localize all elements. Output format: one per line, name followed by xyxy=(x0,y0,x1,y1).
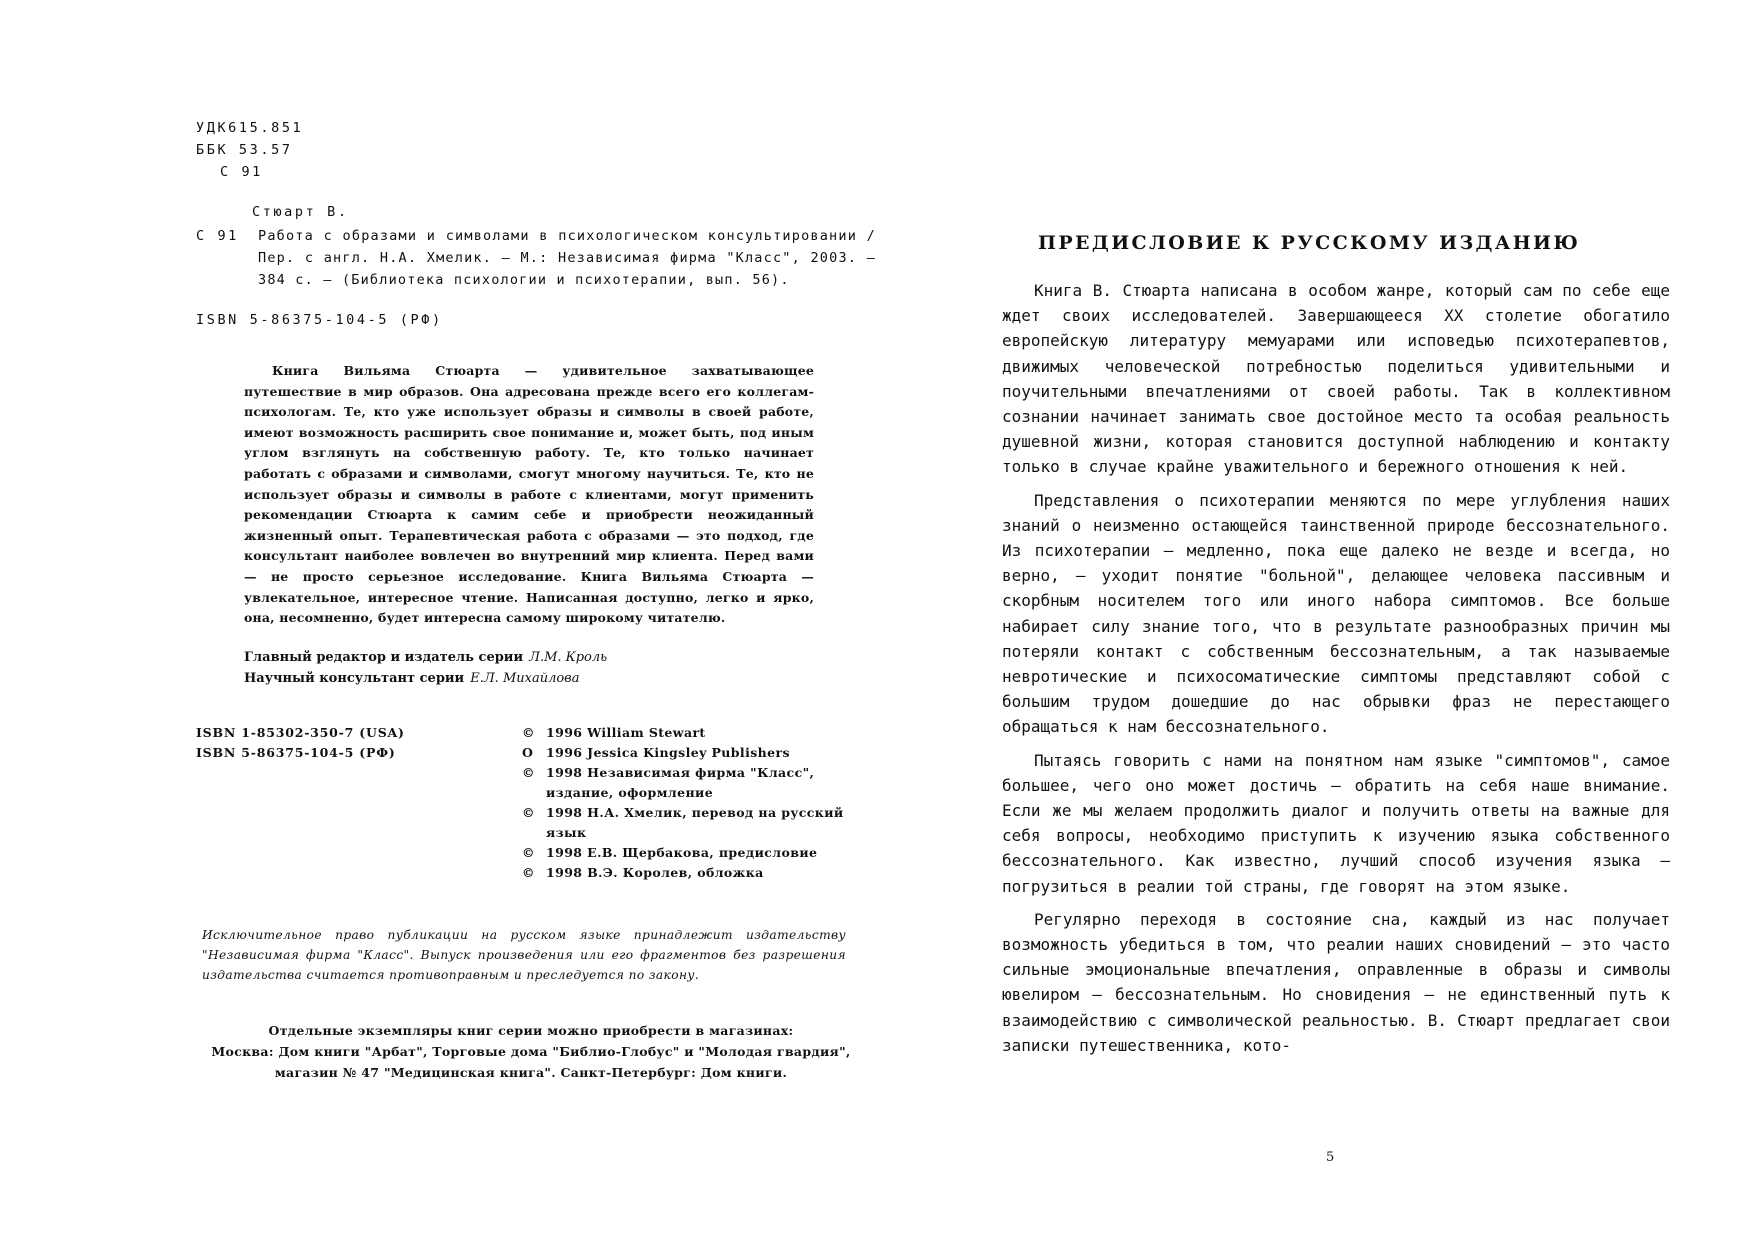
preface-paragraph: Пытаясь говорить с нами на понятном нам языке "симптомов", самое большее, чего оно может достичь — обратить на себя наше внимание. Если же мы желаем продолжить диалог и получить ответы на важные для себя вопросы, необходимо приступить к изучению языка собственного бессознательного. Как известно, лучший способ изучения языка — погрузиться в реалии той страны, где говорят на этом языке. xyxy=(1002,750,1670,896)
bibliographic-record xyxy=(196,201,876,291)
copyright-text: 1998 Е.В. Щербакова, предисловие xyxy=(546,844,818,860)
bbk-code: ББК 53.57 xyxy=(196,142,293,158)
isbn-item: ISBN 1-85302-350-7 (USA) xyxy=(196,724,405,740)
where-to-buy-heading: Отдельные экземпляры книг серии можно приобрести в магазинах: xyxy=(268,1023,794,1039)
page-number: 5 xyxy=(1326,1150,1335,1165)
bib-author-mark: С 91 xyxy=(196,228,239,244)
copyright-symbol: О xyxy=(522,744,534,760)
copyright-item xyxy=(522,803,852,843)
rights-notice xyxy=(196,925,846,986)
where-to-buy xyxy=(196,1021,866,1083)
copyright-text: 1998 В.Э. Королев, обложка xyxy=(546,864,764,880)
isbn-main: ISBN 5-86375-104-5 (РФ) xyxy=(196,312,443,328)
copyright-item xyxy=(522,843,852,863)
preface-paragraph: Регулярно переходя в состояние сна, каждый из нас получает возможность убедиться в том, что реалии наших сновидений — это часто сильные эмоциональные впечатления, оправленные в образы и символы ювелиром — бессознательным. Но сновидения — не единственный путь к взаимодействию с символической реальностью. В. Стюарт предлагает свои записки путешественника, кото- xyxy=(1002,909,1670,1055)
isbn-item: ISBN 5-86375-104-5 (РФ) xyxy=(196,744,396,760)
copyright-item xyxy=(522,743,852,763)
staff-name: Е.Л. Михайлова xyxy=(470,670,580,686)
classification-codes xyxy=(196,117,876,183)
staff-role: Главный редактор и издатель серии xyxy=(244,649,524,665)
copyright-text: 1998 Независимая фирма "Класс", издание, оформление xyxy=(546,764,815,800)
preface-paragraph: Книга В. Стюарта написана в особом жанре, который сам по себе еще ждет своих исследователей. Завершающееся XX столетие обогатило европейскую литературу мемуарами или исповедью психотерапевтов, движимых человеческой потребностью поделиться удивительными и поучительными впечатлениями от своей работы. Так в коллективном сознании начинает занимать свое достойное место та особая реальность душевной жизни, которая становится доступной наблюдению и контакту только в случае крайне уважительного и бережного отношения к ней. xyxy=(1002,281,1670,477)
preface-title: ПРЕДИСЛОВИЕ К РУССКОМУ ИЗДАНИЮ xyxy=(1038,232,1581,254)
copyright-text: 1996 Jessica Kingsley Publishers xyxy=(546,744,790,760)
left-page xyxy=(196,117,876,1083)
copyright-symbol: © xyxy=(522,844,535,860)
staff-line xyxy=(244,668,876,689)
copyright-text: 1996 William Stewart xyxy=(546,724,706,740)
copyright-symbol: © xyxy=(522,724,535,740)
staff-line xyxy=(244,647,876,668)
copyright-symbol: © xyxy=(522,864,535,880)
udk-code: УДК615.851 xyxy=(196,120,304,136)
staff-role: Научный консультант серии xyxy=(244,670,465,686)
preface-paragraph: Представления о психотерапии меняются по мере углубления наших знаний о неизменно остающейся таинственной природе бессознательного. Из психотерапии — медленно, пока еще далеко не везде и всегда, но верно, — уходит понятие "больной", делающее человека пассивным и скорбным носителем того или иного набора симптомов. Все больше набирает силу знание того, что в результате разнообразных причин мы потеряли контакт с собственным бессознательным, а так называемые невротические и психосоматические симптомы представляют собой с большим трудом дошедшие до нас обрывки фраз не перестающего обращаться к нам бессознательного. xyxy=(1002,490,1670,737)
series-staff xyxy=(196,647,876,689)
book-annotation: Книга Вильяма Стюарта — удивительное захватывающее путешествие в мир образов. Она адресована прежде всего его коллегам-психологам. Те, кто уже использует образы и символы в своей работе, имеют возможность расширить свое понимание и, может быть, под иным углом взглянуть на собственную работу. Те, кто только начинает работать с образами и символами, смогут многому научиться. Те, кто не использует образы и символы в работе с клиентами, могут применить рекомендации Стюарта к самим себе и приобрести неожиданный жизненный опыт. Терапевтическая работа с образами — это подход, где консультант наиболее вовлечен во внутренний мир клиента. Перед вами — не просто серьезное исследование. Книга Вильяма Стюарта — увлекательное, интересное чтение. Написанная доступно, легко и ярко, она, несомненно, будет интересна самому широкому читателю. xyxy=(244,363,814,626)
right-page xyxy=(1002,232,1670,1066)
author-mark-code: С 91 xyxy=(220,164,263,180)
bib-description: Работа с образами и символами в психологическом консультировании /Пер. с англ. Н.А. Хмелик. — М.: Независимая фирма "Класс", 2003. — 384 с. — (Библиотека психологии и психотерапии, вып. 56). xyxy=(258,228,876,288)
bib-author: Стюарт В. xyxy=(252,204,349,220)
copyright-list xyxy=(522,723,852,883)
copyright-item xyxy=(522,763,852,803)
copyright-text: 1998 Н.А. Хмелик, перевод на русский язык xyxy=(546,804,844,840)
where-to-buy-shops: Москва: Дом книги "Арбат", Торговые дома "Библио-Глобус" и "Молодая гвардия", магазин № 47 "Медицинская книга". Санкт-Петербург: Дом книги. xyxy=(211,1043,851,1080)
staff-name: Л.М. Кроль xyxy=(529,649,608,665)
preface-body xyxy=(1002,278,1670,1058)
copyright-item xyxy=(522,723,852,743)
copyright-item xyxy=(522,863,852,883)
isbn-copyright-block xyxy=(196,723,876,883)
copyright-symbol: © xyxy=(522,804,535,820)
copyright-symbol: © xyxy=(522,764,535,780)
rights-text: Исключительное право публикации на русском языке принадлежит издательству "Независимая фирма "Класс". Выпуск произведения или его фрагментов без разрешения издательства считается противоправным и преследуется по закону. xyxy=(202,927,846,983)
isbn-list xyxy=(196,723,522,883)
